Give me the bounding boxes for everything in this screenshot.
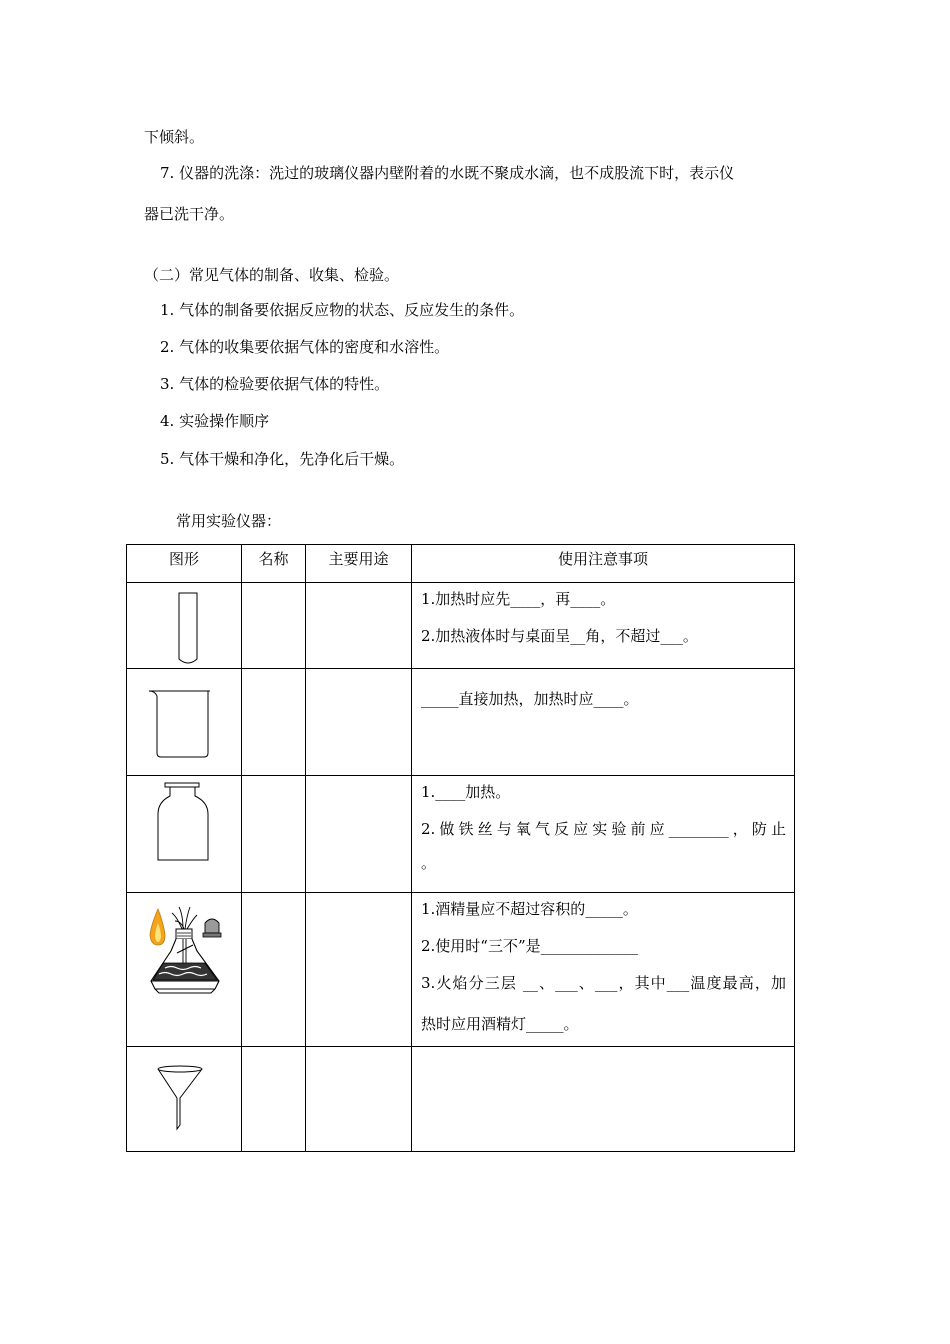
instrument-table [126, 544, 795, 1152]
table-row [127, 776, 795, 893]
note-line: 2.做铁丝与氧气反应实验前应________，防止 [421, 820, 786, 838]
test-tube-icon [127, 583, 242, 669]
text-line-1: 下倾斜。 [144, 128, 205, 146]
note-line: 。 [421, 854, 437, 872]
name-cell [242, 669, 306, 776]
list-item: 5. 气体干燥和净化，先净化后干燥。 [160, 450, 405, 468]
use-cell [306, 776, 412, 893]
note-line: 3.火焰分三层 __、___、___，其中___温度最高，加 [421, 974, 786, 992]
alcohol-lamp-icon [127, 893, 242, 1047]
table-row [127, 583, 795, 669]
notes-cell [412, 893, 795, 1047]
table-header-row [127, 545, 795, 583]
section-heading: （二）常见气体的制备、收集、检验。 [144, 266, 400, 284]
note-line: 热时应用酒精灯_____。 [421, 1015, 579, 1033]
note-line: 1.加热时应先____，再____。 [421, 590, 616, 608]
use-cell [306, 1047, 412, 1152]
list-item: 4. 实验操作顺序 [160, 412, 270, 430]
notes-cell [412, 1047, 795, 1152]
list-item: 2. 气体的收集要依据气体的密度和水溶性。 [160, 338, 450, 356]
notes-cell [412, 776, 795, 893]
note-line: _____直接加热，加热时应____。 [421, 690, 639, 708]
use-cell [306, 669, 412, 776]
use-cell [306, 893, 412, 1047]
text-line-2: 7. 仪器的洗涤：洗过的玻璃仪器内壁附着的水既不聚成水滴，也不成股流下时，表示仪 [160, 164, 735, 182]
funnel-icon [127, 1047, 242, 1152]
table-caption: 常用实验仪器： [176, 512, 282, 530]
note-line: 1.酒精量应不超过容积的_____。 [421, 900, 638, 918]
note-line: 1.____加热。 [421, 783, 511, 801]
list-item: 3. 气体的检验要依据气体的特性。 [160, 375, 390, 393]
figure-cell [127, 1047, 242, 1152]
text-line-3: 器已洗干净。 [144, 205, 235, 223]
name-cell [242, 583, 306, 669]
table-row [127, 893, 795, 1047]
name-cell [242, 776, 306, 893]
notes-cell [412, 669, 795, 776]
header-name: 名称 [242, 545, 306, 583]
table-row [127, 669, 795, 776]
note-line: 2.加热液体时与桌面呈__角，不超过___。 [421, 627, 698, 645]
name-cell [242, 1047, 306, 1152]
name-cell [242, 893, 306, 1047]
use-cell [306, 583, 412, 669]
table-row [127, 1047, 795, 1152]
figure-cell [127, 893, 242, 1047]
header-notes: 使用注意事项 [412, 545, 795, 583]
figure-cell [127, 776, 242, 893]
header-figure: 图形 [127, 545, 242, 583]
beaker-icon [127, 669, 242, 776]
figure-cell [127, 669, 242, 776]
note-line: 2.使用时“三不”是_____________ [421, 937, 639, 955]
header-use: 主要用途 [306, 545, 412, 583]
notes-cell [412, 583, 795, 669]
gas-bottle-icon [127, 776, 242, 893]
figure-cell [127, 583, 242, 669]
list-item: 1. 气体的制备要依据反应物的状态、反应发生的条件。 [160, 301, 525, 319]
